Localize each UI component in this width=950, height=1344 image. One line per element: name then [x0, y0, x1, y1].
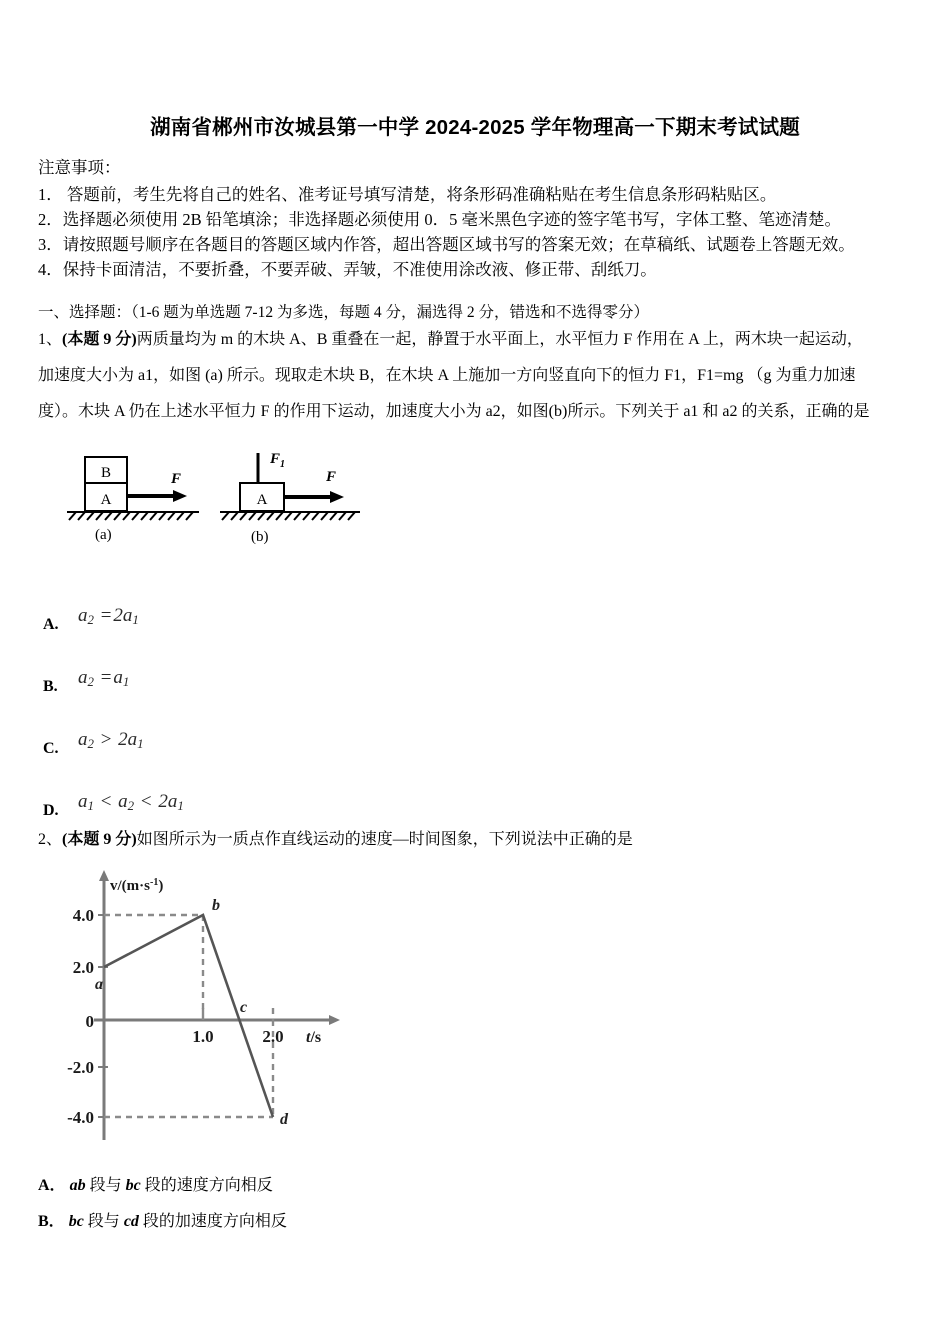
option-d-key: D.	[43, 802, 59, 819]
question-1-stem	[38, 322, 930, 430]
q2-option-b-text: bc 段与 cd 段的加速度方向相反	[68, 1213, 287, 1230]
chart-x-axis-arrow	[329, 1015, 340, 1025]
question-1-number: 1、	[38, 331, 63, 348]
question-1-figures	[55, 445, 395, 565]
question-1-score-tag: (本题 9 分)	[62, 331, 137, 348]
question-1-line-3: 度）。木块 A 仍在上述水平恒力 F 的作用下运动，加速度大小为 a2，如图(b)所示。下列关于 a1 和 a2 的关系，正确的是	[38, 403, 870, 420]
section-header: 一、选择题：（1-6 题为单选题 7-12 为多选，每题 4 分，漏选得 2 分，错选和不选得零分）	[38, 304, 649, 321]
figure-b-caption: (b)	[251, 529, 269, 545]
q2-option-a-text: ab 段与 bc 段的速度方向相反	[69, 1177, 273, 1194]
notice-heading: 注意事项：	[38, 158, 121, 177]
force-f-arrow-head-b	[330, 491, 344, 503]
chart-ytick-2: 2.0	[72, 958, 94, 977]
q2-option-a-key: A．	[38, 1177, 66, 1194]
page-title: 湖南省郴州市汝城县第一中学 2024-2025 学年物理高一下期末考试试题	[150, 116, 800, 139]
q2-option-b-key: B．	[38, 1213, 65, 1230]
question-1-text-1: 两质量均为 m 的木块 A、B 重叠在一起，静置于水平面上，水平恒力 F 作用在 A 上，两木块一起运动，	[136, 331, 863, 348]
question-2-option-b[interactable]	[38, 1204, 538, 1240]
figure-b-block-with-vertical-force	[220, 445, 380, 555]
notice-block	[38, 155, 928, 282]
force-f1-label: $F_1$	[270, 451, 286, 470]
velocity-time-chart	[52, 868, 352, 1160]
question-2-score-tag: (本题 9 分)	[62, 831, 137, 848]
option-c-key: C.	[43, 740, 59, 757]
force-f-label-b: F	[326, 469, 337, 485]
question-2-options	[38, 1168, 538, 1240]
block-a-label: A	[100, 492, 112, 508]
question-1-line-1	[38, 322, 930, 358]
figure-a-blocks-on-ground	[67, 445, 217, 555]
option-c-formula: $a_2 > 2a_1$	[78, 728, 144, 751]
chart-xtick-2: 2.0	[262, 1027, 284, 1046]
option-b-formula: $a_2 = a_1$	[78, 666, 130, 689]
chart-xtick-1: 1.0	[192, 1027, 214, 1046]
notice-item-2: 2．选择题必须使用 2B 铅笔填涂；非选择题必须使用 0．5 毫米黑色字迹的签字笔书写，字体工整、笔迹清楚。	[38, 210, 842, 229]
chart-ytick-neg4: -4.0	[67, 1108, 94, 1127]
chart-xlabel: t/s	[306, 1029, 322, 1046]
chart-data-line	[104, 915, 273, 1117]
chart-ytick-4: 4.0	[72, 906, 94, 925]
chart-point-label-b: b	[212, 897, 220, 914]
chart-y-axis-arrow	[99, 870, 109, 881]
question-1-line-2: 加速度大小为 a1，如图 (a) 所示。现取走木块 B，在木块 A 上施加一方向竖直向下的恒力 F1，F1=mg （g 为重力加速	[38, 367, 856, 384]
chart-guide-lines	[104, 915, 273, 1117]
option-a-key: A.	[43, 616, 59, 633]
question-1-option-a[interactable]	[38, 590, 458, 652]
question-2-stem	[38, 826, 930, 849]
notice-item-3: 3．请按照题号顺序在各题目的答题区域内作答，超出答题区域书写的答案无效；在草稿纸、试题卷上答题无效。	[38, 235, 855, 254]
chart-point-label-d: d	[280, 1111, 288, 1128]
block-b-label: B	[100, 465, 112, 481]
chart-svg	[52, 868, 352, 1160]
ground-hatching-b	[222, 512, 355, 520]
chart-point-label-c: c	[240, 999, 248, 1016]
notice-item-4: 4．保持卡面清洁，不要折叠，不要弄破、弄皱，不准使用涂改液、修正带、刮纸刀。	[38, 260, 657, 279]
question-1-option-b[interactable]	[38, 652, 458, 714]
question-1-options	[38, 590, 458, 838]
question-2-text: 如图所示为一质点作直线运动的速度—时间图象，下列说法中正确的是	[136, 831, 633, 848]
option-d-formula: $a_1 < a_2 < 2a_1$	[78, 790, 184, 813]
ground-hatching	[69, 512, 193, 520]
figure-a-caption: (a)	[95, 527, 112, 543]
question-2-number: 2、	[38, 831, 63, 848]
question-1-option-c[interactable]	[38, 714, 458, 776]
option-b-key: B.	[43, 678, 58, 695]
chart-ytick-neg2: -2.0	[67, 1058, 94, 1077]
option-a-formula: $a_2 = 2a_1$	[78, 604, 139, 627]
force-f-label: F	[171, 471, 182, 487]
chart-ytick-0: 0	[85, 1012, 94, 1031]
notice-item-1: 1． 答题前，考生先将自己的姓名、准考证号填写清楚，将条形码准确粘贴在考生信息条形码粘贴区。	[38, 185, 777, 204]
block-a-label-b: A	[256, 492, 268, 508]
question-2-option-a[interactable]	[38, 1168, 538, 1204]
force-f-arrow-head	[173, 490, 187, 502]
chart-point-label-a: a	[95, 976, 103, 993]
chart-ylabel: $v/(m\cdot s^{-1})$	[110, 877, 164, 894]
